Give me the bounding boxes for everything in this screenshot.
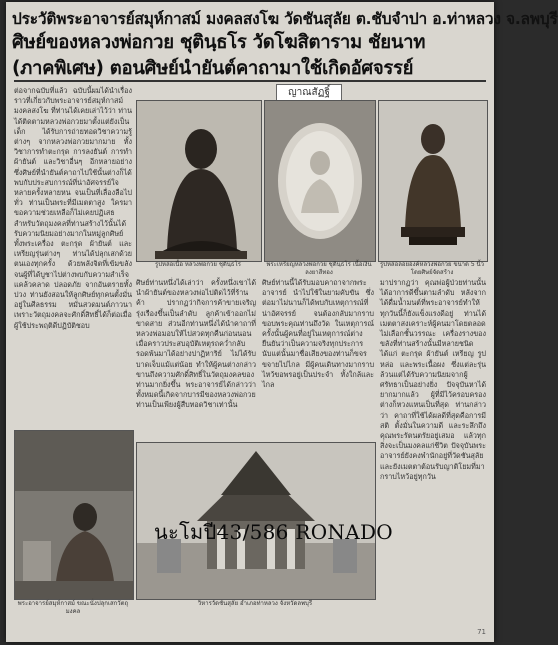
small-statue-image	[379, 101, 487, 261]
photo-statue-seated	[136, 100, 262, 262]
headline-line-2: ศิษย์ของหลวงพ่อกวย ชุตินฺธโร วัดโฆสิตาราม ชัยนาท	[12, 32, 426, 53]
headline-line-1: ประวัติพระอาจารย์สมุห์กาสม์ มงคลสงโฆ วัดชันสุลัย ต.ชับจำปา อ.ท่าหลวง จ.ลพบุรี	[12, 10, 558, 28]
article-column-3: ศิษย์ท่านนี้ได้รับมอบคาถาจากพระอาจารย์ นำไปใช้ในยามคับขัน ซึ่งต่อมาไม่นานก็ได้พบกับเหตุการณ์ที่น่าอัศจรรย์ จนต้องกลับมากราบขอบพระคุณท่านถึงวัด ในเหตุการณ์ครั้งนั้นผู้คนที่อยู่ในเหตุการณ์ต่างยืนยันว่าเป็นความจริงทุกประการ นับแต่นั้นมาชื่อเสียงของท่านก็ขจรขจายไปไกล มีผู้คนเดินทางมากราบไหว้ขอพรอยู่เป็นประจำ ทั้งใกล้และไกล	[262, 278, 374, 390]
section-label: ญาณสัฏฐิ์	[276, 84, 342, 102]
photo-monk-blessing	[14, 430, 134, 600]
page-number: 71	[477, 628, 486, 636]
caption-photo-4: พระอาจารย์สมุห์กาสม์ ขณะนั่งปลุกเสกวัตถุมงคล	[17, 600, 129, 615]
header-rule	[14, 80, 486, 82]
caption-photo-2: พระเหรียญหลวงพ่อกวย ชุตินฺธโร เนื้อเงินลงยาสีทอง	[266, 261, 372, 276]
article-column-1: ต่อจากฉบับที่แล้ว ฉบับนี้ผมได้นำเรื่องราวที่เกี่ยวกับพระอาจารย์สมุห์กาสม์ มงคลสงโฆ ที่ท่านได้เคยเล่าไว้ว่า ท่านได้ติดตามหลวงพ่อกวยมาตั้งแต่ยังเป็นเด็ก ได้รับการถ่ายทอดวิชาความรู้ต่างๆ จากหลวงพ่อกวยมากมาย ทั้งวิชาการทำตะกรุด การลงยันต์ การทำผ้ายันต์ และวิชาอื่นๆ อีกหลายอย่าง ซึ่งศิษย์ที่นำยันต์คาถาไปใช้นั้นต่างก็ได้พบกับประสบการณ์ที่น่าอัศจรรย์ใจ หลายครั้งหลายหน จนเป็นที่เลื่องลือไปทั่ว ท่านเป็นพระที่มีเมตตาสูง ใครมาขอความช่วยเหลือก็ไม่เคยปฏิเสธ สำหรับวัตถุมงคลที่ท่านสร้างไว้นั้นได้รับความนิยมอย่างมากในหมู่ลูกศิษย์ ทั้งพระเครื่อง ตะกรุด ผ้ายันต์ และเหรียญรุ่นต่างๆ ท่านได้ปลุกเสกด้วยตนเองทุกครั้ง ด้วยพลังจิตที่เข้มขลัง จนผู้ที่ได้บูชาไปต่างพบกับความสำเร็จ แคล้วคลาด ปลอดภัย จากอันตรายทั้งปวง ท่านยังสอนให้ลูกศิษย์ทุกคนตั้งมั่นอยู่ในศีลธรรม หมั่นสวดมนต์ภาวนา เพราะวัตถุมงคลจะศักดิ์สิทธิ์ได้ก็ต่อเมื่อผู้ใช้ประพฤติดีปฏิบัติชอบ	[14, 86, 132, 330]
caption-photo-3: รูปหล่อลอยองค์หลวงพ่อกวย ขนาด 5 นิ้ว โดยศิษย์จัดสร้าง	[379, 261, 485, 276]
medallion-image	[265, 101, 375, 261]
article-column-4: มาปรากฏว่า คุณพ่อผู้ป่วยท่านนั้นได้อาการดีขึ้นตามลำดับ หลังจากได้ดื่มน้ำมนต์ที่พระอาจารย์ทำให้ ทุกวันนี้ก็ยังแข็งแรงดีอยู่ ท่านได้เมตตาสงเคราะห์ผู้คนมาโดยตลอดไม่เลือกชั้นวรรณะ เครื่องรางของขลังที่ท่านสร้างนั้นมีหลายชนิด ได้แก่ ตะกรุด ผ้ายันต์ เหรียญ รูปหล่อ และพระเนื้อผง ซึ่งแต่ละรุ่นล้วนแต่ได้รับความนิยมจากผู้ศรัทธาเป็นอย่างยิ่ง ปัจจุบันหาได้ยากมากแล้ว ผู้ที่มีไว้ครอบครองต่างก็หวงแหนเป็นที่สุด ท่านกล่าวว่า คาถาที่ใช้ได้ผลดีที่สุดคือการมีสติ ตั้งมั่นในความดี และระลึกถึงคุณพระรัตนตรัยอยู่เสมอ แล้วทุกสิ่งจะเป็นมงคลแก่ชีวิต ปัจจุบันพระอาจารย์ยังคงพำนักอยู่ที่วัดชันสุลัย และยังเมตตาต้อนรับญาติโยมที่มากราบไหว้อยู่ทุกวัน	[380, 278, 486, 481]
magazine-page	[6, 2, 558, 642]
monk-blessing-image	[15, 431, 133, 599]
caption-photo-1: รูปหล่อเนื้อ หลวงพ่อกวย ชุตินฺธโร	[154, 261, 242, 268]
headline-line-3: (ภาคพิเศษ) ตอนศิษย์นำยันต์คาถามาใช้เกิดอัศจรรย์	[12, 58, 414, 79]
article-column-2: ศิษย์ท่านหนึ่งได้เล่าว่า ครั้งหนึ่งเขาได้นำผ้ายันต์ของหลวงพ่อไปติดไว้ที่ร้านค้า ปรากฏว่ากิจการค้าขายเจริญรุ่งเรืองขึ้นเป็นลำดับ ลูกค้าเข้าออกไม่ขาดสาย ส่วนอีกท่านหนึ่งได้นำคาถาที่หลวงพ่อมอบให้ไปสวดทุกคืนก่อนนอน เมื่อคราวประสบอุบัติเหตุรถคว่ำกลับรอดพ้นมาได้อย่างปาฏิหาริย์ ไม่ได้รับบาดเจ็บแม้แต่น้อย ทำให้ผู้คนต่างกล่าวขานถึงความศักดิ์สิทธิ์ในวัตถุมงคลของท่านมากยิ่งขึ้น พระอาจารย์ได้กล่าวว่า ทั้งหมดนี้เกิดจากบารมีของหลวงพ่อกวย ท่านเป็นเพียงผู้สืบทอดวิชาเท่านั้น	[136, 278, 256, 410]
photo-medallion	[264, 100, 376, 262]
photo-statue-small	[378, 100, 488, 262]
caption-photo-5: วิหารวัดชันสุลัย อำเภอท่าหลวง จังหวัดลพบุรี	[197, 600, 313, 607]
seated-statue-image	[137, 101, 261, 261]
watermark-text: นะโมปี43/586 RONADO	[154, 520, 393, 544]
